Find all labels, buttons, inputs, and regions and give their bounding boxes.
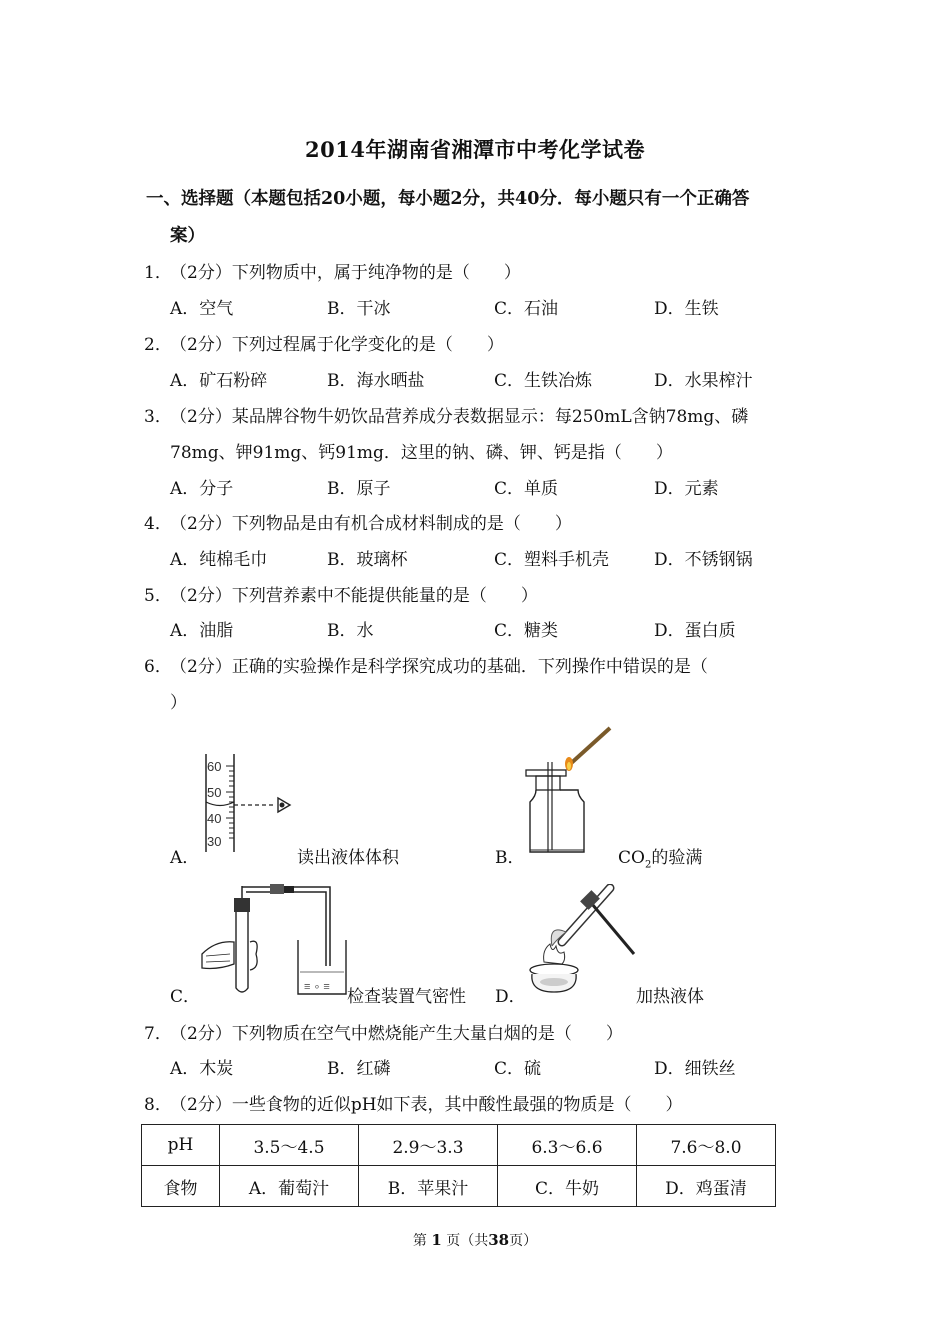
option-a: A．矿石粉碎 xyxy=(170,371,268,391)
option-a: A．纯棉毛巾 xyxy=(170,550,268,570)
question-5: 5．（2分）下列营养素中不能提供能量的是（ ） xyxy=(144,586,538,606)
option-b: B．水 xyxy=(327,621,374,641)
flame-icon xyxy=(544,944,565,964)
option-b: B．干冰 xyxy=(327,299,391,319)
cylinder-tick-50: 50 xyxy=(207,785,222,800)
option-d: D．不锈钢锅 xyxy=(654,550,753,570)
option-b: B．海水晒盐 xyxy=(327,371,425,391)
table-cell: 6.3～6.6 xyxy=(498,1125,637,1166)
svg-text:≡ ∘ ≡: ≡ ∘ ≡ xyxy=(304,981,330,993)
question-6: 6．（2分）正确的实验操作是科学探究成功的基础．下列操作中错误的是（ xyxy=(144,657,708,677)
question-3-cont: 78mg、钾91mg、钙91mg．这里的钠、磷、钾、钙是指（ ） xyxy=(170,443,673,463)
option-d: D．生铁 xyxy=(654,299,719,319)
page-title: 2014年湖南省湘潭市中考化学试卷 xyxy=(305,137,645,162)
figure-a-letter: A． xyxy=(170,848,200,868)
option-a: A．空气 xyxy=(170,299,234,319)
question-4: 4．（2分）下列物品是由有机合成材料制成的是（ ） xyxy=(144,514,572,534)
figure-b-letter: B． xyxy=(495,848,525,868)
option-d: D．水果榨汁 xyxy=(654,371,753,391)
option-a: A．油脂 xyxy=(170,621,234,641)
figure-a-caption: 读出液体体积 xyxy=(297,848,399,868)
table-cell: 7.6～8.0 xyxy=(637,1125,776,1166)
figure-d-heating-liquid xyxy=(522,884,640,998)
option-b: B．原子 xyxy=(327,479,391,499)
question-1: 1．（2分）下列物质中，属于纯净物的是（ ） xyxy=(144,263,521,283)
section-heading-cont: 案） xyxy=(170,226,205,246)
option-c: C．硫 xyxy=(494,1059,542,1079)
figure-c-airtightness-setup xyxy=(198,884,348,998)
table-cell: 食物 xyxy=(142,1166,220,1207)
table-cell: pH xyxy=(142,1125,220,1166)
table-cell: B．苹果汁 xyxy=(359,1166,498,1207)
table-row xyxy=(142,1125,776,1166)
option-c: C．生铁冶炼 xyxy=(494,371,593,391)
figure-b-gas-bottle xyxy=(518,724,620,856)
section-heading: 一、选择题（本题包括20小题，每小题2分，共40分．每小题只有一个正确答 xyxy=(146,189,750,209)
question-7: 7．（2分）下列物质在空气中燃烧能产生大量白烟的是（ ） xyxy=(144,1024,623,1044)
option-c: C．糖类 xyxy=(494,621,559,641)
page-footer: 第 1 页（共38页） xyxy=(412,1231,538,1249)
figure-d-caption: 加热液体 xyxy=(636,987,704,1007)
option-c: C．塑料手机壳 xyxy=(494,550,610,570)
figure-b-caption: $CO_2$的验满 xyxy=(618,848,703,871)
option-c: C．单质 xyxy=(494,479,559,499)
option-d: D．元素 xyxy=(654,479,719,499)
cylinder-tick-30: 30 xyxy=(207,834,222,849)
table-cell: 3.5～4.5 xyxy=(220,1125,359,1166)
question-8: 8．（2分）一些食物的近似pH如下表，其中酸性最强的物质是（ ） xyxy=(144,1095,683,1115)
table-cell: 2.9～3.3 xyxy=(359,1125,498,1166)
cylinder-tick-40: 40 xyxy=(207,811,222,826)
option-b: B．玻璃杯 xyxy=(327,550,408,570)
figure-c-caption: 检查装置气密性 xyxy=(347,987,466,1007)
option-a: A．分子 xyxy=(170,479,234,499)
question-3: 3．（2分）某品牌谷物牛奶饮品营养成分表数据显示：每250mL含钠78mg、磷 xyxy=(144,407,749,427)
table-cell: A．葡萄汁 xyxy=(220,1166,359,1207)
table-cell: D．鸡蛋清 xyxy=(637,1166,776,1207)
option-d: D．蛋白质 xyxy=(654,621,736,641)
option-c: C．石油 xyxy=(494,299,559,319)
option-d: D．细铁丝 xyxy=(654,1059,736,1079)
option-b: B．红磷 xyxy=(327,1059,391,1079)
question-2: 2．（2分）下列过程属于化学变化的是（ ） xyxy=(144,335,504,355)
figure-c-letter: C． xyxy=(170,987,201,1007)
table-cell: C．牛奶 xyxy=(498,1166,637,1207)
figure-d-letter: D． xyxy=(495,987,526,1007)
question-6-cont: ） xyxy=(170,693,187,713)
option-a: A．木炭 xyxy=(170,1059,234,1079)
table-row xyxy=(142,1166,776,1207)
figure-a-graduated-cylinder xyxy=(196,752,300,856)
cylinder-tick-60: 60 xyxy=(207,759,222,774)
ph-table xyxy=(141,1124,776,1207)
